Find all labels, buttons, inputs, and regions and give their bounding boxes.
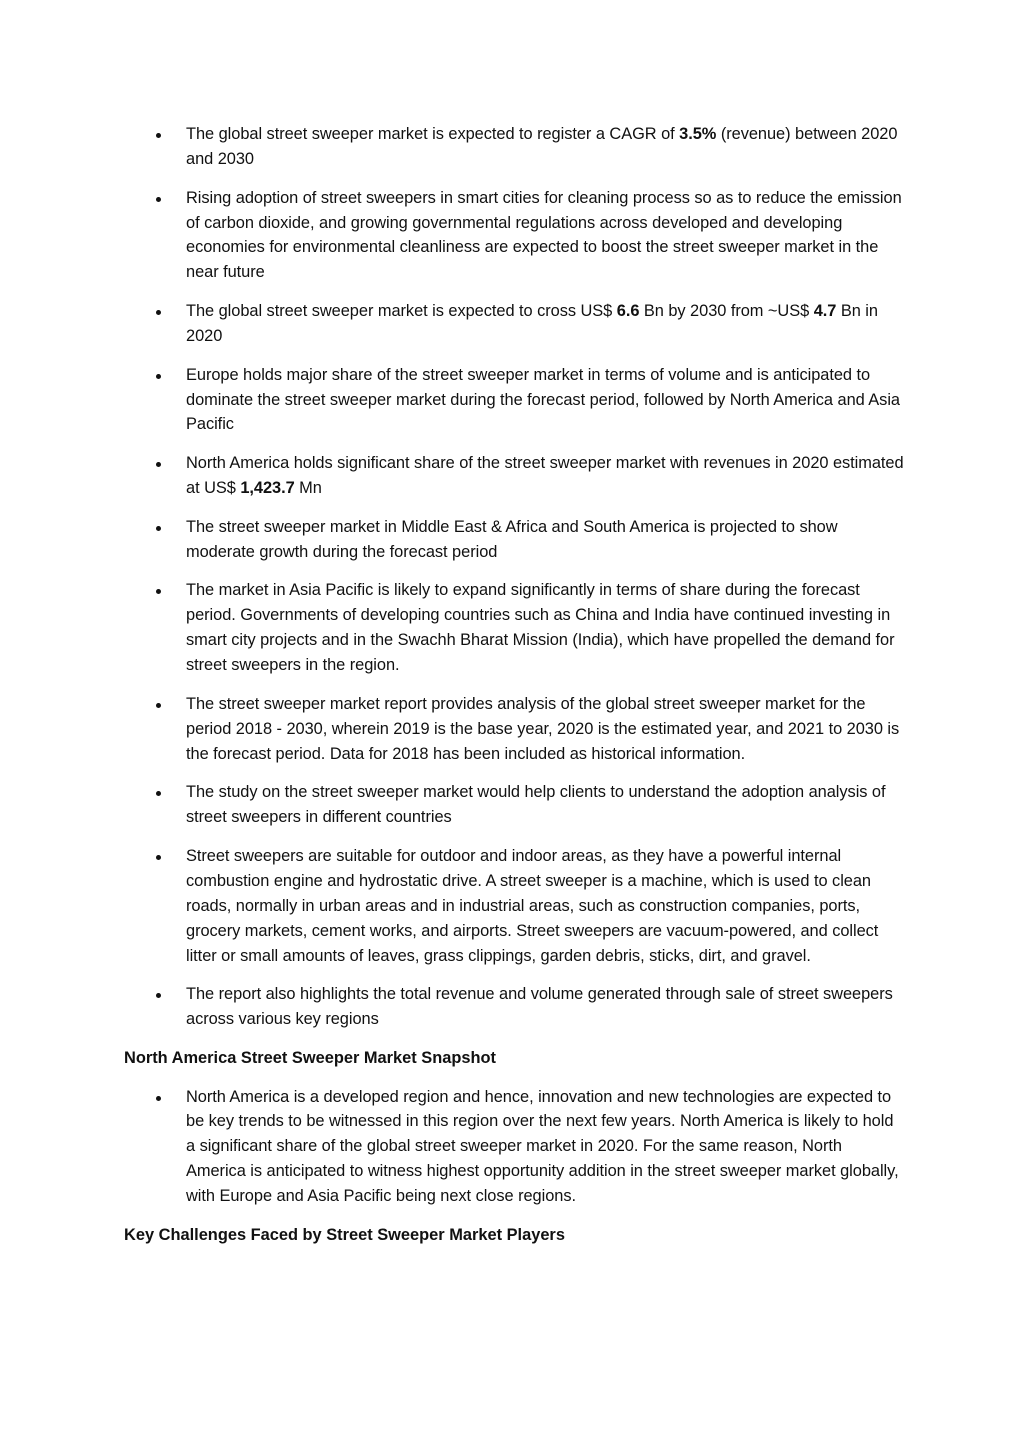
list-item (124, 363, 904, 438)
text-run: Bn by 2030 from ~US$ (639, 302, 814, 321)
text-run: The report also highlights the total revenue and volume generated through sale of street sweepers across various key regions (186, 985, 893, 1029)
list-item (124, 780, 904, 830)
section-heading-challenges: Key Challenges Faced by Street Sweeper Market Players (124, 1225, 565, 1244)
section-heading-north-america: North America Street Sweeper Market Snapshot (124, 1048, 496, 1067)
bullet-icon (156, 993, 161, 998)
bullet-icon (156, 310, 161, 315)
text-run: Europe holds major share of the street sweeper market in terms of volume and is anticipated to dominate the street sweeper market during the forecast period, followed by North America and Asia Pacific (186, 365, 900, 434)
text-run: Bn in 2020 (186, 302, 878, 345)
list-item (124, 844, 904, 969)
bold-figure: 4.7 (813, 302, 837, 321)
north-america-list (124, 1085, 904, 1210)
list-item (124, 578, 904, 678)
list-item (124, 982, 904, 1032)
text-run: The street sweeper market report provides analysis of the global street sweeper market for the period 2018 - 2030, wherein 2019 is the base year, 2020 is the estimated year, and 2021 to 2030 is the forecast period. Data for 2018 has been included as historical information. (186, 694, 900, 763)
text-run: The study on the street sweeper market would help clients to understand the adoption analysis of street sweepers in different countries (186, 783, 886, 827)
bullet-icon (156, 855, 161, 860)
bullet-icon (156, 462, 161, 467)
bullet-icon (156, 1096, 161, 1101)
bullet-icon (156, 791, 161, 796)
list-item (124, 186, 904, 286)
text-run: North America holds significant share of the street sweeper market with revenues in 2020 estimated at US$ (186, 454, 904, 498)
text-run: Street sweepers are suitable for outdoor and indoor areas, as they have a powerful internal combustion engine and hydrostatic drive. A street sweeper is a machine, which is used to clean roads, normally in urban areas and in industrial areas, such as construction companies, ports, grocery markets, cement works, and airports. Street sweepers are vacuum-powered, and collect litter or small amounts of leaves, grass clippings, garden debris, sticks, dirt, and gravel. (186, 846, 879, 965)
list-item (124, 692, 904, 767)
text-run: Mn (294, 479, 322, 498)
list-item (124, 299, 904, 349)
text-run: The global street sweeper market is expected to cross US$ (186, 302, 617, 321)
bullet-icon (156, 133, 161, 138)
market-highlights-list (124, 122, 904, 1032)
bullet-icon (156, 374, 161, 379)
text-run: North America is a developed region and hence, innovation and new technologies are expected to be key trends to be witnessed in this region over the next few years. North America is likely to hold a significant share of the global street sweeper market in 2020. For the same reason, North America is anticipated to witness highest opportunity addition in the street sweeper market globally, with Europe and Asia Pacific being next close regions. (186, 1087, 899, 1206)
bullet-icon (156, 197, 161, 202)
list-item (124, 451, 904, 501)
text-run: The street sweeper market in Middle East & Africa and South America is projected to show moderate growth during the forecast period (186, 517, 838, 561)
text-run: (revenue) between 2020 and 2030 (186, 125, 898, 168)
list-item (124, 515, 904, 565)
text-run: Rising adoption of street sweepers in smart cities for cleaning process so as to reduce the emission of carbon dioxide, and growing governmental regulations across developed and developing economies for environmental cleanliness are expected to boost the street sweeper market in the near future (186, 188, 902, 282)
document-body (124, 122, 904, 1262)
list-item (124, 122, 904, 172)
bold-figure: 6.6 (616, 302, 640, 321)
bold-figure: 1,423.7 (240, 479, 295, 498)
text-run: The market in Asia Pacific is likely to expand significantly in terms of share during the forecast period. Governments of developing countries such as China and India have continued investing in smart city projects and in the Swachh Bharat Mission (India), which have propelled the demand for street sweepers in the region. (186, 581, 895, 675)
bold-figure: 3.5% (679, 125, 717, 143)
bullet-icon (156, 703, 161, 708)
list-item (124, 1085, 904, 1210)
bullet-icon (156, 526, 161, 531)
text-run: The global street sweeper market is expected to register a CAGR of (186, 125, 680, 143)
bullet-icon (156, 589, 161, 594)
